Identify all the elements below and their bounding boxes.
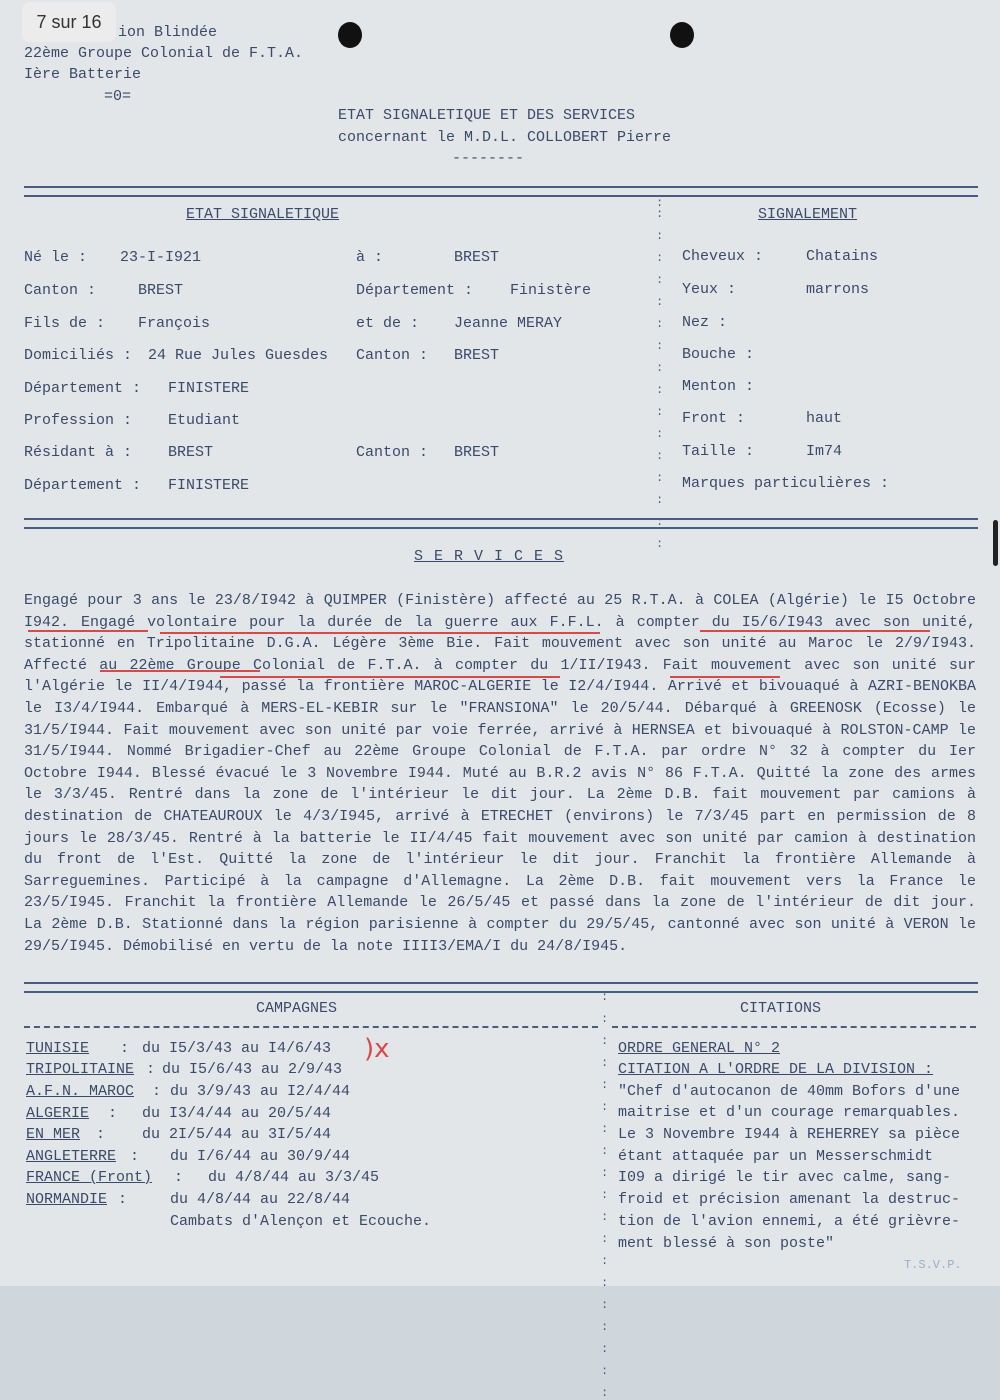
a-value: BREST (454, 249, 500, 266)
red-underline (670, 676, 780, 678)
canton-label: Canton : (24, 282, 97, 299)
ordre-general: ORDRE GENERAL N° 2 (618, 1040, 781, 1057)
ne-le-label: Né le : (24, 249, 88, 266)
campaign-sep: : (96, 1126, 106, 1143)
ne-le-value: 23-I-I921 (120, 249, 202, 266)
front-label: Front : (682, 410, 746, 427)
taille-value: Im74 (806, 443, 843, 460)
campaign-name: FRANCE (Front) (26, 1169, 153, 1186)
campaign-dates: du 2I/5/44 au 3I/5/44 (142, 1126, 332, 1143)
citations-heading: CITATIONS (740, 1000, 822, 1017)
campaign-dates: du 4/8/44 au 22/8/44 (170, 1191, 351, 1208)
bouche-label: Bouche : (682, 346, 755, 363)
fils-value: François (138, 315, 211, 332)
dept2-value: FINISTERE (168, 380, 250, 397)
rule (24, 1026, 598, 1028)
canton2-value: BREST (454, 347, 500, 364)
campaign-dates: du 4/8/44 au 3/3/45 (208, 1169, 380, 1186)
resident-label: Résidant à : (24, 444, 133, 461)
campaign-sep: : (108, 1105, 118, 1122)
red-underline (160, 632, 600, 634)
etat-heading: ETAT SIGNALETIQUE (186, 206, 340, 223)
citation-line: I09 a dirigé le tir avec calme, sang- (618, 1169, 952, 1186)
citation-title: CITATION A L'ORDRE DE LA DIVISION : (618, 1061, 934, 1078)
punch-hole (338, 22, 362, 48)
front-value: haut (806, 410, 843, 427)
column-separator: : : : : : : : : : : : : : : : : : : : (601, 990, 609, 1400)
campaign-name: ANGLETERRE (26, 1148, 117, 1165)
citation-line: maitrise et d'un courage remarquables. (618, 1104, 961, 1121)
tsvp-note: T.S.V.P. (904, 1258, 962, 1272)
citation-line: Le 3 Novembre I944 à REHERREY sa pièce (618, 1126, 961, 1143)
unit-line: Ière Batterie (24, 66, 142, 83)
title-rule: -------- (452, 150, 525, 167)
dept3-label: Département : (24, 477, 142, 494)
campaign-sep: : (146, 1061, 156, 1078)
citation-line: froid et précision amenant la destruc- (618, 1191, 961, 1208)
campaign-dates: du I5/3/43 au I4/6/43 (142, 1040, 332, 1057)
a-label: à : (356, 249, 384, 266)
document-subtitle: concernant le M.D.L. COLLOBERT Pierre (338, 129, 672, 146)
resident-value: BREST (168, 444, 214, 461)
red-underline (700, 630, 930, 632)
section-divider (24, 186, 978, 197)
section-divider (24, 518, 978, 529)
page-indicator: 7 sur 16 (22, 2, 116, 42)
citation-line: tion de l'avion ennemi, a été grièvre- (618, 1213, 961, 1230)
domicile-label: Domiciliés : (24, 347, 133, 364)
combats-note: Cambats d'Alençon et Ecouche. (170, 1213, 432, 1230)
campaign-sep: : (152, 1083, 162, 1100)
signalement-heading: SIGNALEMENT (758, 206, 858, 223)
red-underline (100, 670, 260, 672)
canton3-label: Canton : (356, 444, 429, 461)
yeux-value: marrons (806, 281, 870, 298)
canton2-label: Canton : (356, 347, 429, 364)
profession-label: Profession : (24, 412, 133, 429)
fils-label: Fils de : (24, 315, 106, 332)
domicile-value: 24 Rue Jules Guesdes (148, 347, 329, 364)
rule (612, 1026, 976, 1028)
profession-value: Etudiant (168, 412, 241, 429)
citation-line: étant attaquée par un Messerschmidt (618, 1148, 934, 1165)
dept-value: Finistère (510, 282, 592, 299)
red-annotation: )x (364, 1034, 390, 1064)
dept3-value: FINISTERE (168, 477, 250, 494)
yeux-label: Yeux : (682, 281, 737, 298)
unit-line: 22ème Groupe Colonial de F.T.A. (24, 45, 304, 62)
campaign-dates: du I5/6/43 au 2/9/43 (162, 1061, 343, 1078)
taille-label: Taille : (682, 443, 755, 460)
mere-value: Jeanne MERAY (454, 315, 563, 332)
dept-label: Département : (356, 282, 474, 299)
cheveux-label: Cheveux : (682, 248, 764, 265)
canton-value: BREST (138, 282, 184, 299)
campagnes-heading: CAMPAGNES (256, 1000, 338, 1017)
section-divider (24, 982, 978, 993)
campaign-name: ALGERIE (26, 1105, 90, 1122)
campaign-dates: du 3/9/43 au I2/4/44 (170, 1083, 351, 1100)
dept2-label: Département : (24, 380, 142, 397)
document-title: ETAT SIGNALETIQUE ET DES SERVICES (338, 107, 636, 124)
services-text: Engagé pour 3 ans le 23/8/I942 à QUIMPER (Finistère) affecté au 25 R.T.A. à COLEA (Algérie) le I5 Octobre I942. Engagé volontaire pour la durée de la guerre aux F.F.L. à compter du I5/6/I943 avec son unité, stationné en Tripolitaine D.G.A. Légère 3ème Bie. Fait mouvement avec son unité au Maroc le 2/9/I943. Affecté au 22ème Groupe Colonial de F.T.A. à compter du 1/II/I943. Fait mouvement avec son unité sur l'Algérie le II/4/I944, passé la frontière MAROC-ALGERIE le I2/4/I944. Arrivé et bivouaqué à AZRI-BENOKBA le I3/4/I944. Embarqué à MERS-EL-KEBIR sur le "FRANSIONA" le 20/5/44. Débarqué à GREENOSK (Ecosse) le 31/5/I944. Fait mouvement avec son unité par voie ferrée, arrivé à HERNSEA et bivouaqué à ROLSTON-CAMP le 31/5/I944. Nommé Brigadier-Chef au 22ème Groupe Colonial de F.T.A. par ordre N° 32 à compter du Ier Octobre I944. Blessé évacué le 3 Novembre I944. Muté au B.R.2 avis N° 86 F.T.A. Quitté la zone des armes le 3/3/45. Rentré dans la zone de l'intérieur le dit jour. La 2ème D.B. fait mouvement par camions à destination de CHATEAUROUX le 4/3/I945, arrivé à ETRECHET (environs) le 7/3/45 part en permission de 8 jours le 28/3/45. Rentré à la batterie le II/4/45 fait mouvement avec son unité par camion à destination du front de l'Est. Quitté la zone de l'intérieur le dit jour. Franchit la frontière Allemande à Sarreguemines. Participé à la campagne d'Allemagne. La 2ème D.B. fait mouvement vers la France le 23/5/I945. Franchit la frontière Allemande le 26/5/45 et passé dans la zone de l'intérieur de dit jour. La 2ème D.B. Stationné dans la région parisienne à compter du 29/5/45, cantonné avec son unité à VERON le 29/5/I945. Démobilisé en vertu de la note IIII3/EMA/I du 24/8/I945. (24, 592, 976, 955)
campaign-sep: : (118, 1191, 128, 1208)
campaign-sep: : (120, 1040, 130, 1057)
campaign-dates: du I3/4/44 au 20/5/44 (142, 1105, 332, 1122)
campaign-sep: : (174, 1169, 184, 1186)
campaign-name: NORMANDIE (26, 1191, 108, 1208)
scrollbar-thumb[interactable] (993, 520, 998, 566)
unit-line: ion Blindée (118, 24, 218, 41)
citation-line: "Chef d'autocanon de 40mm Bofors d'une (618, 1083, 961, 1100)
campaign-sep: : (130, 1148, 140, 1165)
campaign-dates: du I/6/44 au 30/9/44 (170, 1148, 351, 1165)
nez-label: Nez : (682, 314, 728, 331)
unit-line: =0= (104, 88, 132, 105)
menton-label: Menton : (682, 378, 755, 395)
campaign-name: TUNISIE (26, 1040, 90, 1057)
marques-label: Marques particulières : (682, 475, 890, 492)
red-underline (28, 630, 148, 632)
campaign-name: A.F.N. MAROC (26, 1083, 135, 1100)
red-underline (220, 676, 560, 678)
campaign-name: EN MER (26, 1126, 81, 1143)
mere-label: et de : (356, 315, 420, 332)
cheveux-value: Chatains (806, 248, 879, 265)
campaign-name: TRIPOLITAINE (26, 1061, 135, 1078)
citation-line: ment blessé à son poste" (618, 1235, 835, 1252)
punch-hole (670, 22, 694, 48)
services-heading: S E R V I C E S (414, 548, 565, 565)
canton3-value: BREST (454, 444, 500, 461)
column-separator: : : : : : : : : : : : : : : : : : (656, 196, 664, 551)
